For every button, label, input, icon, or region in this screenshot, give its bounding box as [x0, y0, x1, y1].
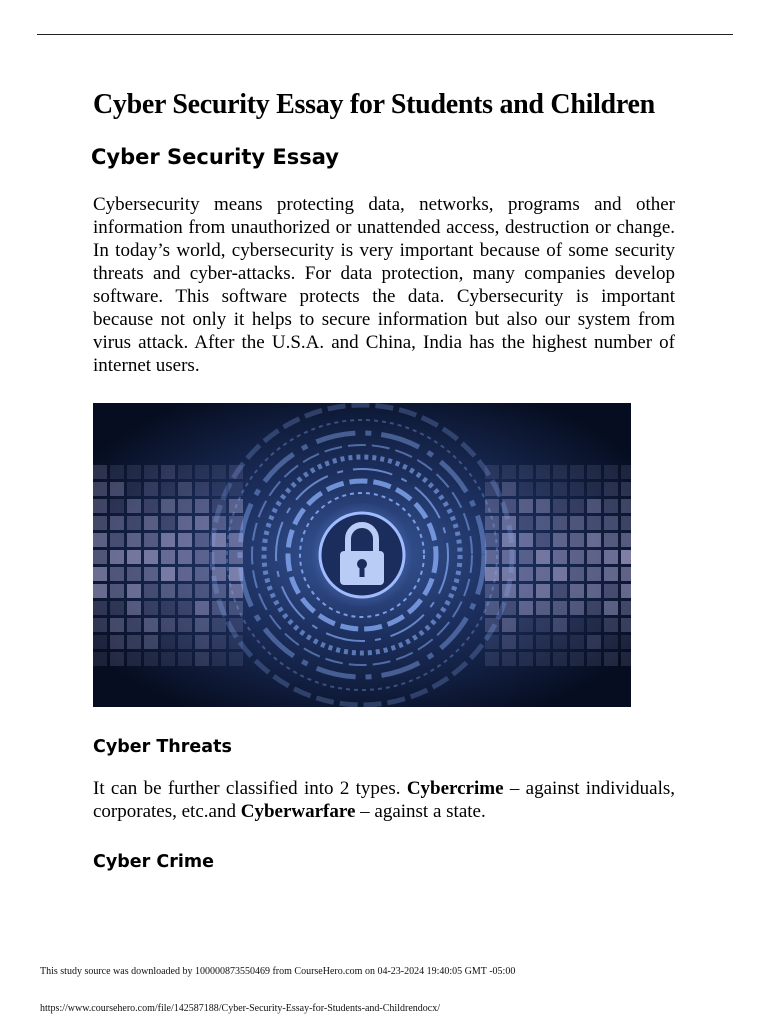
grid-cell	[604, 482, 618, 496]
grid-cell	[144, 618, 158, 632]
grid-cell	[195, 482, 209, 496]
grid-cell	[93, 482, 107, 496]
grid-cell	[144, 550, 158, 564]
grid-cell	[212, 618, 226, 632]
grid-cell	[195, 516, 209, 530]
grid-cell	[127, 567, 141, 581]
grid-cell	[604, 601, 618, 615]
grid-cell	[621, 567, 631, 581]
grid-cell	[604, 465, 618, 479]
grid-cell	[144, 499, 158, 513]
grid-cell	[553, 635, 567, 649]
grid-cell	[127, 618, 141, 632]
grid-cell	[161, 465, 175, 479]
cyber-threats-paragraph	[93, 777, 675, 823]
grid-cell	[621, 584, 631, 598]
grid-cell	[161, 533, 175, 547]
cyber-threats-heading: Cyber Threats	[93, 737, 232, 757]
grid-cell	[212, 652, 226, 666]
grid-cell	[621, 635, 631, 649]
grid-cell	[587, 516, 601, 530]
cybercrime-term: Cybercrime	[406, 778, 504, 799]
grid-cell	[127, 516, 141, 530]
grid-cell	[127, 584, 141, 598]
section-title: Cyber Security Essay	[91, 145, 339, 169]
source-url[interactable]: https://www.coursehero.com/file/142587188/Cyber-Security-Essay-for-Students-and-Childrendocx/	[40, 1003, 440, 1014]
grid-cell	[502, 618, 516, 632]
grid-cell	[161, 584, 175, 598]
grid-cell	[553, 601, 567, 615]
grid-cell	[110, 499, 124, 513]
grid-cell	[195, 499, 209, 513]
grid-cell	[519, 465, 533, 479]
grid-cell	[93, 635, 107, 649]
grid-cell	[110, 584, 124, 598]
grid-cell	[93, 618, 107, 632]
grid-cell	[604, 550, 618, 564]
grid-cell	[144, 465, 158, 479]
grid-cell	[229, 652, 243, 666]
grid-cell	[570, 584, 584, 598]
grid-cell	[110, 516, 124, 530]
grid-cell	[536, 618, 550, 632]
grid-cell	[502, 465, 516, 479]
grid-cell	[519, 584, 533, 598]
grid-cell	[536, 635, 550, 649]
grid-cell	[553, 482, 567, 496]
grid-cell	[178, 618, 192, 632]
grid-cell	[536, 601, 550, 615]
grid-cell	[178, 567, 192, 581]
grid-cell	[485, 499, 499, 513]
threats-text-3: – against a state.	[355, 801, 486, 822]
intro-paragraph: Cybersecurity means protecting data, networks, programs and other information from unauthorized or unattended access, destruction or change. In today’s world, cybersecurity is very important because of some security threats and cyber-attacks. For data protection, many companies develop software. This software protects the data. Cybersecurity is important because not only it helps to secure information but also our system from virus attack. After the U.S.A. and China, India has the highest number of internet users.	[93, 194, 675, 376]
grid-cell	[553, 567, 567, 581]
cyber-crime-heading: Cyber Crime	[93, 852, 214, 872]
grid-cell	[127, 482, 141, 496]
grid-cell	[502, 652, 516, 666]
grid-cell	[195, 567, 209, 581]
grid-cell	[127, 652, 141, 666]
grid-cell	[144, 482, 158, 496]
grid-cell	[110, 635, 124, 649]
grid-cell	[604, 635, 618, 649]
grid-cell	[519, 499, 533, 513]
grid-cell	[519, 550, 533, 564]
grid-cell	[621, 465, 631, 479]
grid-cell	[536, 584, 550, 598]
grid-cell	[144, 533, 158, 547]
grid-cell	[212, 465, 226, 479]
grid-cell	[93, 533, 107, 547]
grid-cell	[127, 550, 141, 564]
grid-cell	[519, 482, 533, 496]
grid-cell	[536, 516, 550, 530]
grid-cell	[604, 516, 618, 530]
grid-cell	[144, 601, 158, 615]
grid-cell	[587, 567, 601, 581]
grid-cell	[127, 601, 141, 615]
grid-cell	[178, 601, 192, 615]
grid-cell	[178, 533, 192, 547]
grid-cell	[195, 652, 209, 666]
grid-cell	[93, 567, 107, 581]
grid-cell	[587, 618, 601, 632]
grid-cell	[604, 652, 618, 666]
grid-cell	[144, 635, 158, 649]
download-notice: This study source was downloaded by 100000873550469 from CourseHero.com on 04-23-2024 19:40:05 GMT -05:00	[40, 966, 516, 977]
grid-cell	[93, 499, 107, 513]
grid-cell	[110, 550, 124, 564]
grid-cell	[604, 584, 618, 598]
grid-cell	[536, 465, 550, 479]
grid-cell	[110, 652, 124, 666]
grid-cell	[570, 482, 584, 496]
grid-cell	[553, 550, 567, 564]
grid-cell	[519, 567, 533, 581]
grid-cell	[621, 601, 631, 615]
grid-cell	[570, 635, 584, 649]
grid-cell	[536, 652, 550, 666]
grid-cell	[502, 635, 516, 649]
grid-cell	[553, 618, 567, 632]
grid-cell	[195, 635, 209, 649]
grid-cell	[144, 652, 158, 666]
grid-cell	[570, 550, 584, 564]
grid-cell	[485, 584, 499, 598]
grid-cell	[570, 601, 584, 615]
grid-cell	[93, 465, 107, 479]
document-body	[93, 88, 675, 873]
grid-cell	[587, 499, 601, 513]
grid-cell	[93, 584, 107, 598]
grid-cell	[621, 550, 631, 564]
grid-cell	[161, 499, 175, 513]
grid-cell	[621, 516, 631, 530]
grid-cell	[587, 652, 601, 666]
grid-cell	[178, 652, 192, 666]
grid-cell	[93, 652, 107, 666]
grid-cell	[587, 584, 601, 598]
grid-cell	[195, 465, 209, 479]
grid-cell	[144, 516, 158, 530]
grid-cell	[178, 482, 192, 496]
grid-cell	[604, 618, 618, 632]
grid-cell	[485, 567, 499, 581]
grid-cell	[621, 482, 631, 496]
grid-cell	[161, 635, 175, 649]
grid-cell	[519, 618, 533, 632]
grid-cell	[178, 465, 192, 479]
grid-cell	[127, 465, 141, 479]
grid-cell	[195, 533, 209, 547]
document-title: Cyber Security Essay for Students and Children	[93, 89, 655, 120]
top-divider	[37, 34, 733, 35]
grid-cell	[93, 550, 107, 564]
grid-cell	[161, 567, 175, 581]
grid-cell	[587, 533, 601, 547]
grid-cell	[604, 533, 618, 547]
grid-cell	[570, 516, 584, 530]
grid-cell	[93, 516, 107, 530]
grid-cell	[519, 635, 533, 649]
grid-cell	[178, 635, 192, 649]
grid-cell	[178, 499, 192, 513]
grid-cell	[587, 635, 601, 649]
grid-cell	[570, 465, 584, 479]
grid-cell	[570, 567, 584, 581]
grid-cell	[604, 567, 618, 581]
grid-cell	[621, 533, 631, 547]
grid-cell	[127, 499, 141, 513]
grid-cell	[161, 516, 175, 530]
grid-cell	[621, 618, 631, 632]
grid-cell	[587, 482, 601, 496]
grid-cell	[161, 618, 175, 632]
grid-cell	[536, 550, 550, 564]
grid-cell	[110, 533, 124, 547]
grid-cell	[536, 567, 550, 581]
grid-cell	[519, 533, 533, 547]
grid-cell	[570, 533, 584, 547]
grid-cell	[621, 652, 631, 666]
threats-text-1: It can be further classified into 2 types.	[93, 778, 407, 799]
grid-cell	[587, 465, 601, 479]
grid-cell	[502, 482, 516, 496]
grid-cell	[195, 618, 209, 632]
grid-cell	[178, 550, 192, 564]
grid-cell	[553, 652, 567, 666]
grid-cell	[519, 601, 533, 615]
grid-cell	[536, 499, 550, 513]
grid-cell	[212, 635, 226, 649]
grid-cell	[161, 601, 175, 615]
grid-cell	[553, 465, 567, 479]
grid-cell	[621, 499, 631, 513]
cyber-security-image	[93, 403, 631, 707]
grid-cell	[570, 618, 584, 632]
grid-cell	[195, 584, 209, 598]
grid-cell	[110, 601, 124, 615]
grid-cell	[570, 652, 584, 666]
threats-text-2: – against individuals, corporates, etc.and	[93, 778, 675, 822]
grid-cell	[195, 601, 209, 615]
grid-cell	[519, 652, 533, 666]
grid-cell	[127, 635, 141, 649]
grid-cell	[485, 652, 499, 666]
grid-cell	[161, 652, 175, 666]
grid-cell	[110, 567, 124, 581]
grid-cell	[127, 533, 141, 547]
grid-cell	[536, 533, 550, 547]
grid-cell	[110, 482, 124, 496]
grid-cell	[570, 499, 584, 513]
grid-cell	[553, 499, 567, 513]
grid-cell	[178, 584, 192, 598]
grid-cell	[144, 584, 158, 598]
grid-cell	[93, 601, 107, 615]
cyberwarfare-term: Cyberwarfare	[240, 801, 356, 822]
grid-cell	[536, 482, 550, 496]
grid-cell	[587, 601, 601, 615]
grid-cell	[587, 550, 601, 564]
grid-cell	[144, 567, 158, 581]
grid-cell	[161, 482, 175, 496]
grid-cell	[604, 499, 618, 513]
grid-cell	[553, 516, 567, 530]
grid-cell	[553, 584, 567, 598]
grid-cell	[161, 550, 175, 564]
grid-cell	[519, 516, 533, 530]
grid-cell	[178, 516, 192, 530]
grid-cell	[195, 550, 209, 564]
grid-cell	[553, 533, 567, 547]
grid-cell	[110, 465, 124, 479]
grid-cell	[110, 618, 124, 632]
